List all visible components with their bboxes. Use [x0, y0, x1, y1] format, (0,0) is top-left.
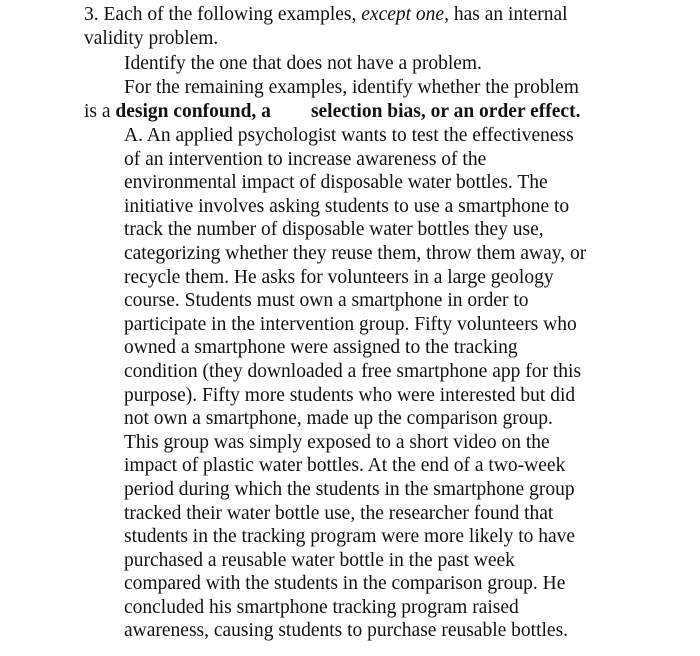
example-a-line: impact of plastic water bottles. At the end of a two-week [124, 455, 566, 477]
example-a-line: participate in the intervention group. Fifty volunteers who [124, 313, 577, 335]
except-one-emphasis: except one [361, 4, 445, 25]
design-confound-term: design confound, a [115, 101, 271, 122]
example-a-line: initiative involves asking students to use a smartphone to [124, 195, 570, 217]
example-a-line: categorizing whether they reuse them, throw them away, or [124, 242, 587, 264]
example-a-line: track the number of disposable water bottles they use, [124, 219, 544, 241]
question-heading-post: , has an internal [444, 4, 568, 25]
example-a-line: concluded his smartphone tracking program raised [124, 596, 519, 618]
selection-order-terms: selection bias, or an order effect. [310, 101, 581, 122]
example-a-line: course. Students must own a smartphone in order to [124, 290, 529, 312]
example-a-line: purchased a reusable water bottle in the past week [124, 549, 515, 571]
example-a-paragraph [124, 124, 598, 643]
example-a-line: not own a smartphone, made up the comparison group. [124, 408, 553, 430]
example-a-line: A. An applied psychologist wants to test the effectiveness [124, 125, 574, 146]
question-heading-pre: 3. Each of the following examples, [84, 4, 362, 25]
example-a-line: awareness, causing students to purchase reusable bottles. [124, 620, 569, 642]
example-a-line: tracked their water bottle use, the researcher found that [124, 502, 554, 524]
example-a-line: owned a smartphone were assigned to the tracking [124, 337, 518, 359]
example-a-line: condition (they downloaded a free smartphone app for this [124, 360, 582, 382]
problem-types-line [84, 100, 580, 124]
example-a-line: environmental impact of disposable water bottles. The [124, 172, 548, 194]
example-a-line: compared with the students in the comparison group. He [124, 573, 566, 595]
example-a-line: students in the tracking program were more likely to have [124, 526, 576, 548]
question-heading-continued: validity problem. [84, 28, 219, 49]
example-a-line: This group was simply exposed to a short video on the [124, 431, 550, 453]
identify-instruction: Identify the one that does not have a problem. [124, 53, 482, 74]
is-a-text: is a [84, 101, 116, 122]
question-heading [84, 3, 568, 27]
example-a-line: recycle them. He asks for volunteers in a large geology [124, 266, 554, 288]
example-a-line: purpose). Fifty more students who were interested but did [124, 384, 576, 406]
remaining-instruction: For the remaining examples, identify whether the problem [124, 77, 579, 98]
example-a-line: of an intervention to increase awareness of the [124, 148, 487, 170]
example-a-line: period during which the students in the smartphone group [124, 478, 575, 500]
